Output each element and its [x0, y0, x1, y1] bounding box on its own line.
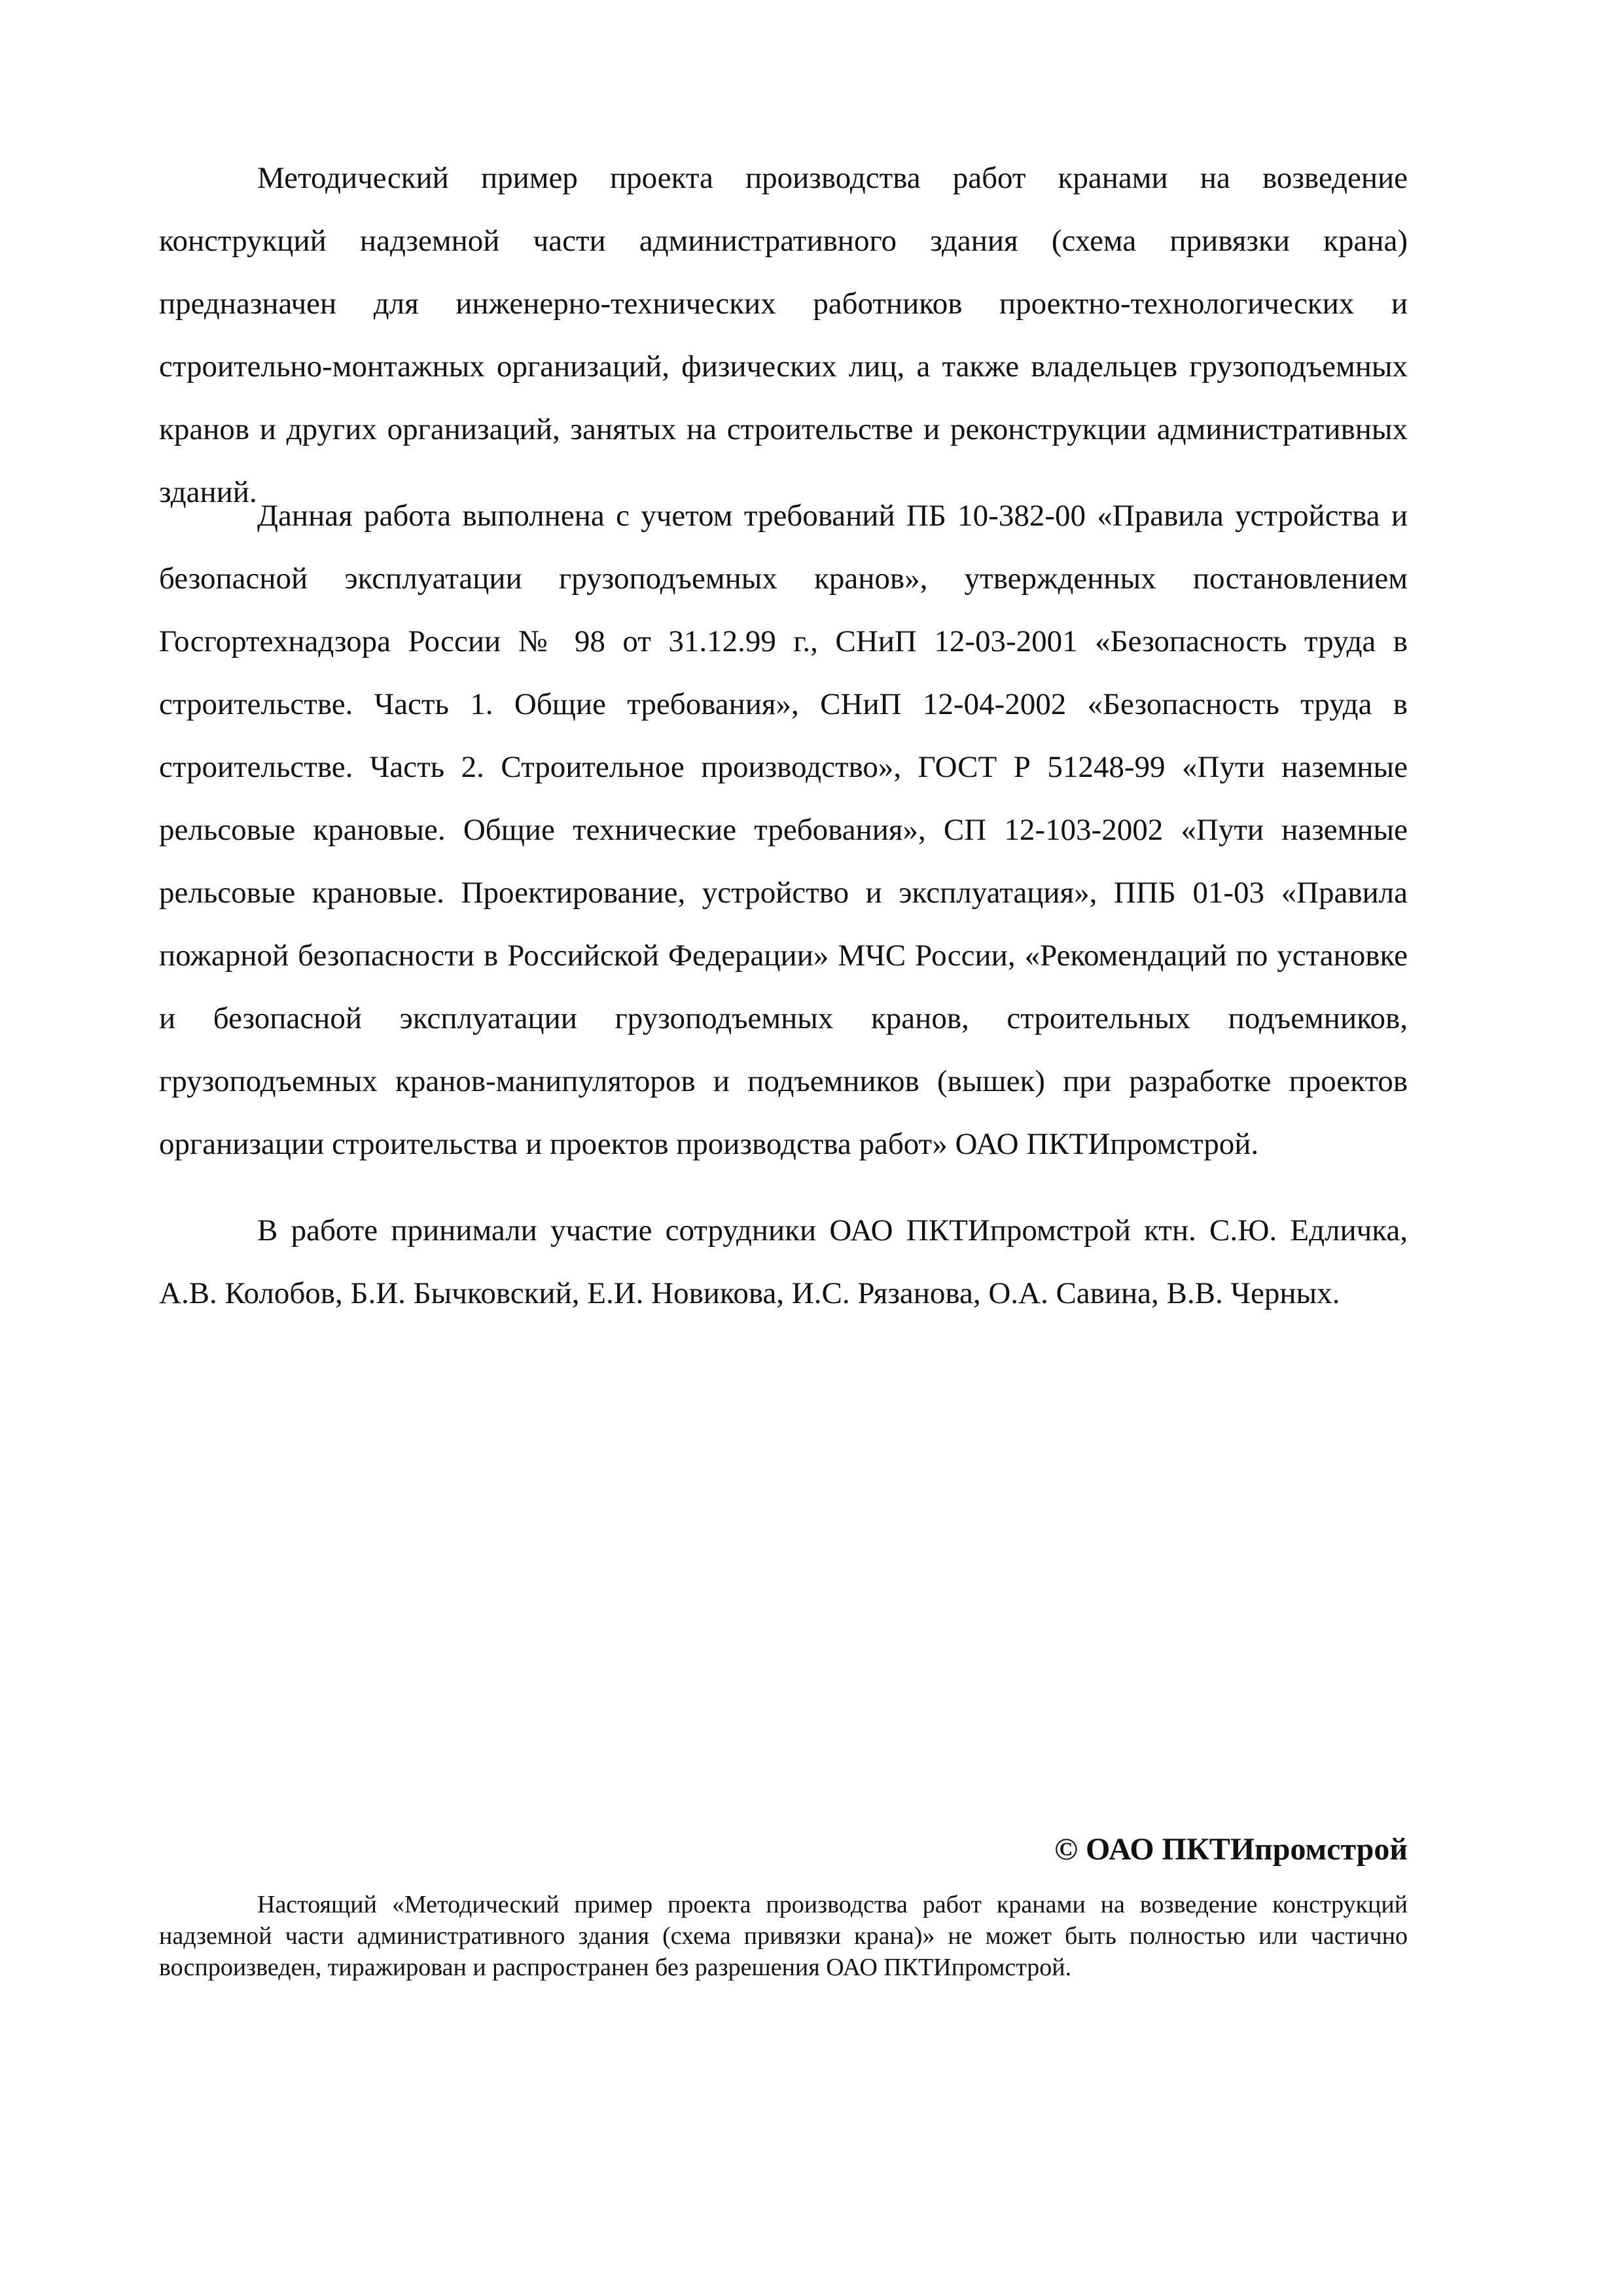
contributors-paragraph: В работе принимали участие сотрудники ОАО ПКТИпромстрой ктн. С.Ю. Едличка, А.В. Колобов, Б.И. Бычковский, Е.И. Новикова, И.С. Рязанова, О.А. Савина, В.В. Черных.	[159, 1213, 1408, 1310]
requirements-paragraph: Данная работа выполнена с учетом требований ПБ 10-382-00 «Правила устройства и безопасной эксплуатации грузоподъемных кранов», утвержденных постановлением Госгортехнадзора России № 98 от 31.12.99 г., СНиП 12-03-2001 «Безопасность труда в строительстве. Часть 1. Общие требования», СНиП 12-04-2002 «Безопасность труда в строительстве. Часть 2. Строительное производство», ГОСТ Р 51248-99 «Пути наземные рельсовые крановые. Общие технические требования», СП 12-103-2002 «Пути наземные рельсовые крановые. Проектирование, устройство и эксплуатация», ППБ 01-03 «Правила пожарной безопасности в Российской Федерации» МЧС России, «Рекомендаций по установке и безопасной эксплуатации грузоподъемных кранов, строительных подъемников, грузоподъемных кранов-манипуляторов и подъемников (вышек) при разработке проектов организации строительства и проектов производства работ» ОАО ПКТИпромстрой.	[159, 499, 1408, 1161]
copyright-line: © ОАО ПКТИпромстрой	[1054, 1832, 1408, 1867]
copyright-notice: Настоящий «Методический пример проекта производства работ кранами на возведение конструкций надземной части административного здания (схема привязки крана)» не может быть полностью или частично воспроизведен, тиражирован и распространен без разрешения ОАО ПКТИпромстрой.	[159, 1891, 1408, 1981]
intro-paragraph: Методический пример проекта производства работ кранами на возведение конструкций надземной части административного здания (схема привязки крана) предназначен для инженерно-технических работников проектно-технологических и строительно-монтажных организаций, физических лиц, а также владельцев грузоподъемных кранов и других организаций, занятых на строительстве и реконструкции административных зданий.	[159, 161, 1408, 509]
